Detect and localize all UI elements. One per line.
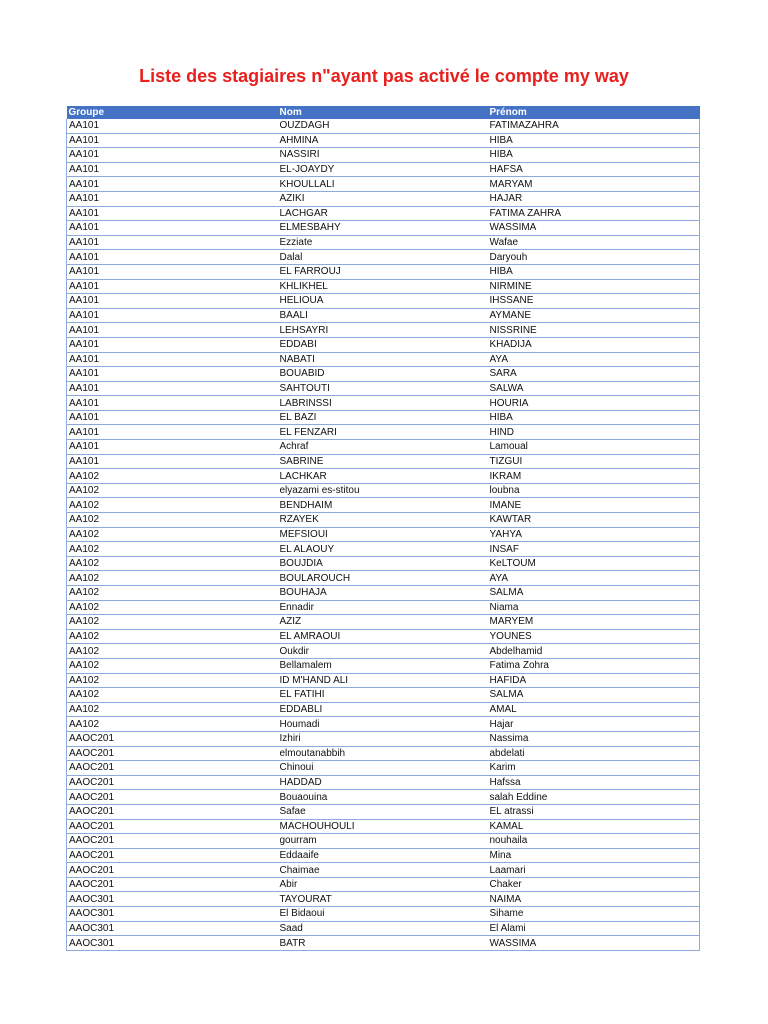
cell-groupe: AA102 bbox=[67, 600, 278, 615]
cell-nom: EL-JOAYDY bbox=[278, 162, 488, 177]
cell-prenom: Hajar bbox=[488, 717, 700, 732]
table-row bbox=[67, 907, 700, 922]
cell-prenom: KAWTAR bbox=[488, 513, 700, 528]
cell-prenom: Mina bbox=[488, 848, 700, 863]
table-row bbox=[67, 498, 700, 513]
cell-prenom: YAHYA bbox=[488, 527, 700, 542]
cell-prenom: HIND bbox=[488, 425, 700, 440]
table-row bbox=[67, 367, 700, 382]
cell-prenom: EL atrassi bbox=[488, 804, 700, 819]
table-row bbox=[67, 600, 700, 615]
cell-groupe: AAOC301 bbox=[67, 936, 278, 951]
cell-nom: Ennadir bbox=[278, 600, 488, 615]
cell-groupe: AAOC301 bbox=[67, 921, 278, 936]
cell-groupe: AA101 bbox=[67, 264, 278, 279]
cell-nom: EL BAZI bbox=[278, 410, 488, 425]
cell-groupe: AA102 bbox=[67, 586, 278, 601]
table-row bbox=[67, 542, 700, 557]
cell-prenom: abdelati bbox=[488, 746, 700, 761]
cell-prenom: KAMAL bbox=[488, 819, 700, 834]
cell-nom: Achraf bbox=[278, 440, 488, 455]
cell-nom: Safae bbox=[278, 804, 488, 819]
cell-groupe: AAOC301 bbox=[67, 907, 278, 922]
table-row bbox=[67, 775, 700, 790]
cell-groupe: AA101 bbox=[67, 294, 278, 309]
cell-groupe: AAOC301 bbox=[67, 892, 278, 907]
cell-groupe: AA101 bbox=[67, 440, 278, 455]
cell-groupe: AAOC201 bbox=[67, 790, 278, 805]
cell-nom: LABRINSSI bbox=[278, 396, 488, 411]
cell-groupe: AA102 bbox=[67, 615, 278, 630]
cell-groupe: AAOC201 bbox=[67, 848, 278, 863]
cell-prenom: El Alami bbox=[488, 921, 700, 936]
cell-nom: elyazami es-stitou bbox=[278, 483, 488, 498]
trainee-table bbox=[66, 106, 700, 951]
cell-nom: EDDABI bbox=[278, 337, 488, 352]
cell-prenom: YOUNES bbox=[488, 629, 700, 644]
cell-nom: Houmadi bbox=[278, 717, 488, 732]
cell-prenom: FATIMAZAHRA bbox=[488, 119, 700, 133]
cell-groupe: AA102 bbox=[67, 688, 278, 703]
cell-prenom: NISSRINE bbox=[488, 323, 700, 338]
table-header bbox=[67, 106, 700, 119]
cell-nom: KHLIKHEL bbox=[278, 279, 488, 294]
table-row bbox=[67, 279, 700, 294]
cell-groupe: AAOC201 bbox=[67, 834, 278, 849]
cell-nom: SABRINE bbox=[278, 454, 488, 469]
cell-groupe: AA102 bbox=[67, 658, 278, 673]
cell-groupe: AA102 bbox=[67, 644, 278, 659]
cell-prenom: NAIMA bbox=[488, 892, 700, 907]
cell-prenom: Sihame bbox=[488, 907, 700, 922]
cell-groupe: AA102 bbox=[67, 483, 278, 498]
cell-groupe: AA101 bbox=[67, 177, 278, 192]
table-row bbox=[67, 834, 700, 849]
table-row bbox=[67, 746, 700, 761]
trainee-table-container bbox=[66, 106, 699, 951]
cell-groupe: AAOC201 bbox=[67, 819, 278, 834]
cell-nom: EL FATIHI bbox=[278, 688, 488, 703]
table-row bbox=[67, 658, 700, 673]
cell-groupe: AA101 bbox=[67, 425, 278, 440]
cell-prenom: SARA bbox=[488, 367, 700, 382]
cell-nom: AZIKI bbox=[278, 191, 488, 206]
cell-groupe: AA102 bbox=[67, 469, 278, 484]
table-row bbox=[67, 191, 700, 206]
cell-nom: BAALI bbox=[278, 308, 488, 323]
cell-nom: BOUHAJA bbox=[278, 586, 488, 601]
cell-prenom: SALMA bbox=[488, 688, 700, 703]
cell-nom: Abir bbox=[278, 877, 488, 892]
cell-nom: LEHSAYRI bbox=[278, 323, 488, 338]
cell-groupe: AA102 bbox=[67, 498, 278, 513]
page-title: Liste des stagiaires n"ayant pas activé le compte my way bbox=[139, 66, 629, 86]
cell-prenom: SALWA bbox=[488, 381, 700, 396]
table-row bbox=[67, 294, 700, 309]
cell-groupe: AA101 bbox=[67, 206, 278, 221]
cell-prenom: Chaker bbox=[488, 877, 700, 892]
table-row bbox=[67, 717, 700, 732]
cell-groupe: AAOC201 bbox=[67, 731, 278, 746]
cell-nom: EL ALAOUY bbox=[278, 542, 488, 557]
cell-groupe: AA101 bbox=[67, 308, 278, 323]
cell-nom: Saad bbox=[278, 921, 488, 936]
cell-prenom: AYA bbox=[488, 571, 700, 586]
table-row bbox=[67, 119, 700, 133]
cell-groupe: AAOC201 bbox=[67, 746, 278, 761]
cell-prenom: Fatima Zohra bbox=[488, 658, 700, 673]
table-row bbox=[67, 921, 700, 936]
cell-prenom: Niama bbox=[488, 600, 700, 615]
cell-groupe: AA101 bbox=[67, 337, 278, 352]
cell-groupe: AA102 bbox=[67, 629, 278, 644]
cell-nom: MEFSIOUI bbox=[278, 527, 488, 542]
cell-nom: BOULAROUCH bbox=[278, 571, 488, 586]
header-row bbox=[67, 106, 700, 119]
table-row bbox=[67, 396, 700, 411]
cell-prenom: WASSIMA bbox=[488, 936, 700, 951]
cell-prenom: SALMA bbox=[488, 586, 700, 601]
cell-prenom: HIBA bbox=[488, 148, 700, 163]
cell-nom: BENDHAIM bbox=[278, 498, 488, 513]
column-header-prenom: Prénom bbox=[488, 106, 700, 119]
cell-groupe: AAOC201 bbox=[67, 775, 278, 790]
table-row bbox=[67, 425, 700, 440]
cell-groupe: AA101 bbox=[67, 191, 278, 206]
cell-prenom: HOURIA bbox=[488, 396, 700, 411]
cell-groupe: AA101 bbox=[67, 454, 278, 469]
cell-groupe: AA101 bbox=[67, 119, 278, 133]
table-row bbox=[67, 761, 700, 776]
cell-groupe: AA101 bbox=[67, 279, 278, 294]
cell-groupe: AAOC201 bbox=[67, 804, 278, 819]
cell-groupe: AA102 bbox=[67, 717, 278, 732]
cell-nom: NASSIRI bbox=[278, 148, 488, 163]
cell-nom: AHMINA bbox=[278, 133, 488, 148]
table-row bbox=[67, 177, 700, 192]
column-header-nom: Nom bbox=[278, 106, 488, 119]
cell-nom: TAYOURAT bbox=[278, 892, 488, 907]
table-row bbox=[67, 702, 700, 717]
cell-groupe: AA102 bbox=[67, 673, 278, 688]
cell-nom: ID M'HAND ALI bbox=[278, 673, 488, 688]
table-row bbox=[67, 892, 700, 907]
cell-groupe: AAOC201 bbox=[67, 877, 278, 892]
cell-nom: BATR bbox=[278, 936, 488, 951]
cell-nom: HELIOUA bbox=[278, 294, 488, 309]
cell-nom: LACHKAR bbox=[278, 469, 488, 484]
table-body bbox=[67, 119, 700, 950]
cell-prenom: IKRAM bbox=[488, 469, 700, 484]
cell-prenom: KeLTOUM bbox=[488, 556, 700, 571]
cell-prenom: FATIMA ZAHRA bbox=[488, 206, 700, 221]
cell-prenom: TIZGUI bbox=[488, 454, 700, 469]
cell-prenom: AYA bbox=[488, 352, 700, 367]
table-row bbox=[67, 513, 700, 528]
cell-prenom: NIRMINE bbox=[488, 279, 700, 294]
cell-prenom: Lamoual bbox=[488, 440, 700, 455]
cell-groupe: AA101 bbox=[67, 162, 278, 177]
table-row bbox=[67, 162, 700, 177]
cell-prenom: IMANE bbox=[488, 498, 700, 513]
table-row bbox=[67, 848, 700, 863]
table-row bbox=[67, 819, 700, 834]
cell-prenom: nouhaila bbox=[488, 834, 700, 849]
table-row bbox=[67, 615, 700, 630]
table-row bbox=[67, 804, 700, 819]
cell-nom: Bellamalem bbox=[278, 658, 488, 673]
cell-nom: Oukdir bbox=[278, 644, 488, 659]
table-row bbox=[67, 264, 700, 279]
cell-prenom: Karim bbox=[488, 761, 700, 776]
cell-nom: ELMESBAHY bbox=[278, 221, 488, 236]
cell-groupe: AA101 bbox=[67, 235, 278, 250]
cell-nom: BOUJDIA bbox=[278, 556, 488, 571]
cell-groupe: AA102 bbox=[67, 542, 278, 557]
table-row bbox=[67, 250, 700, 265]
cell-nom: elmoutanabbih bbox=[278, 746, 488, 761]
cell-prenom: Wafae bbox=[488, 235, 700, 250]
cell-prenom: AMAL bbox=[488, 702, 700, 717]
cell-nom: EL FENZARI bbox=[278, 425, 488, 440]
cell-nom: OUZDAGH bbox=[278, 119, 488, 133]
table-row bbox=[67, 527, 700, 542]
table-row bbox=[67, 469, 700, 484]
cell-prenom: Nassima bbox=[488, 731, 700, 746]
table-row bbox=[67, 688, 700, 703]
cell-groupe: AA101 bbox=[67, 367, 278, 382]
table-row bbox=[67, 352, 700, 367]
cell-nom: KHOULLALI bbox=[278, 177, 488, 192]
table-row bbox=[67, 308, 700, 323]
cell-groupe: AA101 bbox=[67, 323, 278, 338]
cell-nom: MACHOUHOULI bbox=[278, 819, 488, 834]
table-row bbox=[67, 877, 700, 892]
table-row bbox=[67, 790, 700, 805]
table-row bbox=[67, 936, 700, 951]
table-row bbox=[67, 863, 700, 878]
cell-nom: SAHTOUTI bbox=[278, 381, 488, 396]
column-header-groupe: Groupe bbox=[67, 106, 278, 119]
cell-groupe: AA102 bbox=[67, 702, 278, 717]
cell-groupe: AA101 bbox=[67, 148, 278, 163]
table-row bbox=[67, 235, 700, 250]
table-row bbox=[67, 337, 700, 352]
table-row bbox=[67, 586, 700, 601]
cell-prenom: MARYAM bbox=[488, 177, 700, 192]
cell-nom: Izhiri bbox=[278, 731, 488, 746]
cell-prenom: Daryouh bbox=[488, 250, 700, 265]
cell-prenom: IHSSANE bbox=[488, 294, 700, 309]
cell-prenom: WASSIMA bbox=[488, 221, 700, 236]
table-row bbox=[67, 323, 700, 338]
table-row bbox=[67, 454, 700, 469]
cell-nom: NABATI bbox=[278, 352, 488, 367]
cell-groupe: AA102 bbox=[67, 556, 278, 571]
cell-nom: Dalal bbox=[278, 250, 488, 265]
cell-nom: EL FARROUJ bbox=[278, 264, 488, 279]
cell-groupe: AA101 bbox=[67, 352, 278, 367]
cell-nom: Chinoui bbox=[278, 761, 488, 776]
table-row bbox=[67, 381, 700, 396]
cell-nom: Bouaouina bbox=[278, 790, 488, 805]
cell-prenom: INSAF bbox=[488, 542, 700, 557]
cell-prenom: Abdelhamid bbox=[488, 644, 700, 659]
cell-nom: EDDABLI bbox=[278, 702, 488, 717]
table-row bbox=[67, 571, 700, 586]
cell-groupe: AA101 bbox=[67, 133, 278, 148]
table-row bbox=[67, 206, 700, 221]
cell-prenom: salah Eddine bbox=[488, 790, 700, 805]
cell-nom: El Bidaoui bbox=[278, 907, 488, 922]
cell-groupe: AA102 bbox=[67, 527, 278, 542]
cell-nom: RZAYEK bbox=[278, 513, 488, 528]
cell-groupe: AAOC201 bbox=[67, 863, 278, 878]
cell-groupe: AA101 bbox=[67, 396, 278, 411]
cell-nom: Chaimae bbox=[278, 863, 488, 878]
cell-groupe: AA102 bbox=[67, 571, 278, 586]
cell-prenom: KHADIJA bbox=[488, 337, 700, 352]
cell-prenom: HIBA bbox=[488, 133, 700, 148]
cell-prenom: AYMANE bbox=[488, 308, 700, 323]
table-row bbox=[67, 629, 700, 644]
cell-nom: EL AMRAOUI bbox=[278, 629, 488, 644]
table-row bbox=[67, 483, 700, 498]
table-row bbox=[67, 556, 700, 571]
cell-nom: gourram bbox=[278, 834, 488, 849]
cell-prenom: HAFIDA bbox=[488, 673, 700, 688]
cell-groupe: AA101 bbox=[67, 410, 278, 425]
cell-prenom: HAJAR bbox=[488, 191, 700, 206]
cell-nom: BOUABID bbox=[278, 367, 488, 382]
cell-groupe: AAOC201 bbox=[67, 761, 278, 776]
table-row bbox=[67, 221, 700, 236]
cell-groupe: AA101 bbox=[67, 221, 278, 236]
cell-prenom: MARYEM bbox=[488, 615, 700, 630]
table-row bbox=[67, 410, 700, 425]
cell-nom: LACHGAR bbox=[278, 206, 488, 221]
table-row bbox=[67, 148, 700, 163]
cell-prenom: loubna bbox=[488, 483, 700, 498]
cell-nom: AZIZ bbox=[278, 615, 488, 630]
cell-prenom: Laamari bbox=[488, 863, 700, 878]
table-row bbox=[67, 644, 700, 659]
cell-prenom: Hafssa bbox=[488, 775, 700, 790]
table-row bbox=[67, 731, 700, 746]
cell-nom: Ezziate bbox=[278, 235, 488, 250]
cell-prenom: HIBA bbox=[488, 410, 700, 425]
table-row bbox=[67, 440, 700, 455]
cell-groupe: AA102 bbox=[67, 513, 278, 528]
table-row bbox=[67, 673, 700, 688]
cell-prenom: HIBA bbox=[488, 264, 700, 279]
cell-groupe: AA101 bbox=[67, 250, 278, 265]
cell-groupe: AA101 bbox=[67, 381, 278, 396]
cell-nom: HADDAD bbox=[278, 775, 488, 790]
cell-prenom: HAFSA bbox=[488, 162, 700, 177]
table-row bbox=[67, 133, 700, 148]
cell-nom: Eddaaife bbox=[278, 848, 488, 863]
